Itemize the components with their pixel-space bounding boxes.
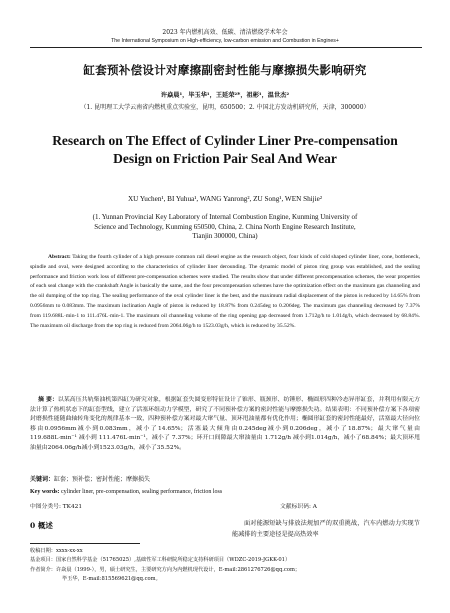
abstract-cn (30, 395, 420, 454)
keywords-cn-text: 缸套；预补偿；密封性能；摩擦损失 (54, 476, 151, 483)
footnote-author: 作者简介：许焱晨（1999-），男，硕士研究生，主要研究方向为内燃机现代设计，E-mail:2861276726@qq.com； (30, 566, 301, 573)
running-header-en: The International Symposium on High-efficiency, low-carbon emission and Combustion in Engines+ (111, 38, 339, 44)
keywords-cn-label: 关键词： (30, 476, 55, 483)
footnote-coauthor: 毕玉华，E-mail:815569621@qq.com。 (62, 576, 161, 583)
clc-number: 中图分类号: TK421 (30, 504, 83, 510)
authors-cn: 许焱晨¹，毕玉华¹，王延荣²*，祖彬¹，温世杰² (160, 92, 290, 99)
footnote-funding: 基金项目：国家自然科学基金（51765025）,基础性军工科研院所稳定支持科研项目（WDZC-2019-JGKK-01） (30, 557, 291, 564)
abstract-en (30, 253, 420, 331)
abstract-en-text: Taking the fourth cylinder of a high pressure common rail diesel engine as the research object, four kinds of cold shaped cylinder liner, cone, bottleneck, spindle and oval, were designed according to the characteristics of cylinder liner derounding. The dynamic model of piston ring group was established, and the sealing performance and friction work loss of different pre-compensation schemes were studied. The results show that under different precompensation schemes, the wear properties of each seal change with the crankshaft Angle is basically the same, and the four precompensation schemes have the optimization effect on the maximum gas channeling and the oil dumping of the top ring. The sealing performance of the oval cylinder liner is the best, and the maximum radial displacement of the piston is reduced by 14.65% from 0.0956mm to 0.083mm. The maximum inclination Angle of piston is reduced by 18.87% from 0.245deg to 0.206deg. The maximum gas channeling decreased by 7.37% from 119.688L·min-1 to 111.476L·min-1. The maximum oil channeling volume of the ring opening gap decreased from 1.712g/h to 1.014g/h, which decreased by 68.84%. The maximum oil discharge from the top ring is reduced from 2064.06g/h to 1523.03g/h, which is reduced by 35.52%. (30, 254, 420, 329)
authors-en: XU Yuchen¹, BI Yuhua¹, WANG Yanrong², ZU Song¹, WEN Shijie² (127, 195, 323, 203)
footnote-received: 收稿日期：xxxx-xx-xx (30, 548, 83, 554)
keywords-en-label: Key words: (30, 489, 60, 495)
footnote-rule (30, 543, 140, 544)
header-rule (30, 47, 422, 48)
document-code: 文献标识码: A (280, 504, 317, 510)
footnotes (30, 547, 430, 585)
abstract-en-label: Abstract: (48, 254, 71, 260)
paper-title-en: Research on The Effect of Cylinder Liner Pre-compensation Design on Friction Pair Seal And Wear (52, 133, 398, 166)
keywords-cn (30, 475, 420, 484)
abstract-cn-text: 以某高压共轨柴油机第四缸为研究对象，根据缸套失圆变形特征设计了锥形、瓶颈形、纺锤形、椭圆形四种冷态异形缸套，并利用有限元方法计算了热机状态下的缸套型线，建立了活塞环组动力学模型，研究了不同预补偿方案的密封性能与摩擦损失功。结果表明：不同预补偿方案下各项密封磨损性能随曲轴转角变化的规律基本一致，四种预补偿方案对最大窜气量、顶环甩油量都有优化作用；椭圆形缸套的密封性能最好，活塞最大径向位移由0.0956mm减小到0.083mm，减小了14.65%；活塞最大倾角由0.245deg减小到0.206deg，减小了18.87%；最大窜气量由 119.688L·min⁻¹ 减小到 111.476L·min⁻¹，减小了 7.37%；环开口间隙最大窜油量由 1.712g/h 减小到1.014g/h，减小了68.84%；最大顶环甩油量由2064.06g/h减小到1523.03g/h，减小了35.52%。 (30, 397, 420, 451)
paper-title-cn: 缸套预补偿设计对摩擦副密封性能与摩擦损失影响研究 (83, 63, 367, 77)
abstract-cn-label: 摘 要： (38, 396, 58, 403)
classification-line (30, 501, 420, 510)
keywords-en (30, 488, 420, 497)
affiliation-cn: （1. 昆明理工大学云南省内燃机重点实验室，昆明，650500；2. 中国北方发动机研究所，天津，300000） (80, 104, 370, 111)
keywords-en-text: cylinder liner, pre-compensation, sealing performance, friction loss (59, 489, 223, 495)
introduction-text: 面对能源短缺与排放法规加严的双重挑战，汽车内燃动力实现节能减排的主要途径是提高热效率 (232, 520, 420, 538)
section-heading: 0 概述 (30, 521, 53, 530)
affiliation-en: (1. Yunnan Provincial Key Laboratory of Internal Combustion Engine, Kunming University of Science and Technology, Kunming 650500, China, 2. China North Engine Research Institute, Tianjin 300000, China) (92, 213, 358, 240)
running-header-cn: 2023 年内燃机高效、低碳、清洁燃烧学术年会 (162, 29, 288, 36)
